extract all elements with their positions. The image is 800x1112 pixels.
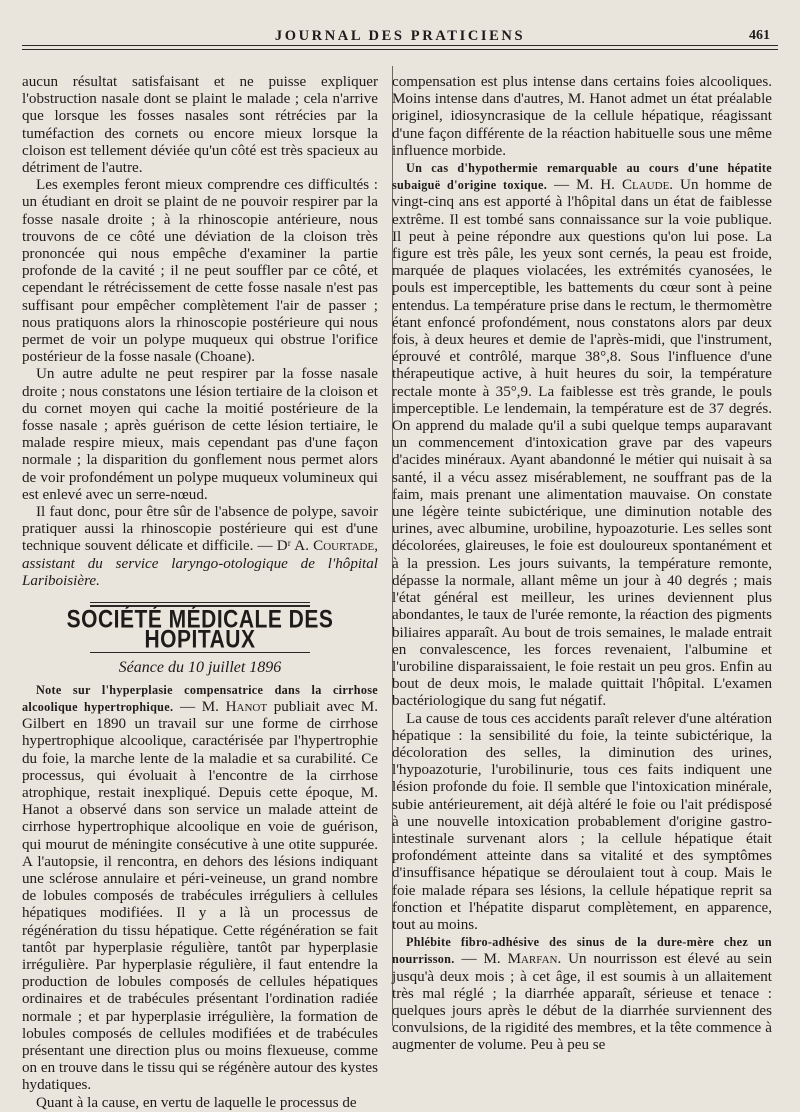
header-rule [22, 45, 778, 46]
communication-paragraph [22, 682, 378, 1095]
author-name: Claude. [621, 177, 674, 194]
paragraph-text: Un homme de vingt-cinq ans est apporté à l'hôpital dans un état de faiblesse extrême. Il est tombé sans connaissance sur la voie publique. Il peut à peine répondre aux questions qu'on lui pose. La figure est très pâle, les yeux sont cernés, la peau est froide, marquée de plaques violacées, les extrémités cyanosées, le pouls est imperceptible, les battements du cœur sont à peine entendus. La température prise dans le rectum, le thermomètre étant enfoncé profondément, nous constatons alors par deux fois, à deux heures et demie de l'après-midi, que l'instrument, éprouvé et contrôlé, marque 38°,8. Sous l'influence d'une thérapeutique active, à huit heures du soir, la température rectale monte à 35°,9. La faiblesse est très grande, le pouls imperceptible. Le lendemain, la température est de 37 degrés. On apprend du malade qu'il a subi quelque temps auparavant un commencement d'intoxication grave par des vapeurs d'acides minéraux. Ayant abandonné le métier qui nuisait à sa santé, il a vécu assez misérablement, ne souffrant pas de la faim, mais prenant une alimentation mauvaise. On constate une légère teinte subictérique, une diminution notable des urines, avec albumine, urobiline, hypoazoturie. Les selles sont décolorées, glaireuses, le foie est douloureux spontanément et à la pression. Les jours suivants, la température remonte, dépasse la normale, allant même un jour à 40 degrés ; mais l'état général est meilleur, les urines deviennent plus abondantes, le taux de l'urée remonte, la réaction des pigments biliaires apparaît. Au bout de trois semaines, le malade entrait en convalescence, les forces revenaient, l'albumine et l'urobiline disparaissaient, le foie restait un peu gros. Enfin au bout de deux mois, le malade quittait l'hôpital. L'examen bactériologique du sang fut négatif. [392, 177, 772, 710]
paragraph: aucun résultat satisfaisant et ne puisse expliquer l'obstruction nasale dont se plaint le malade ; cela n'arrive que lorsque les fosses nasales sont rétrécies par la tuméfaction des cornets ou encore mieux lorsque la cloison est tellement déviée qu'un côté est très spacieux au détriment de l'autre. [22, 74, 378, 177]
session-date: Séance du 10 juillet 1896 [118, 658, 282, 676]
paragraph-text: Il faut donc, pour être sûr de l'absence de polype, savoir pratiquer aussi la rhinoscopie postérieure qui est d'une technique souvent délicate et difficile. — Dʳ A. [22, 504, 378, 555]
author-name: Hanot [225, 698, 268, 715]
communication-title: Un cas d'hypothermie remarquable au cours d'une hépatite subaiguë d'origine toxique. [392, 161, 772, 193]
dash: — M. [173, 698, 226, 715]
society-title: SOCIÉTÉ MÉDICALE DES HOPITAUX [66, 606, 334, 654]
left-column [22, 74, 378, 1112]
paragraph: compensation est plus intense dans certains foies alcooliques. Moins intense dans d'autres, M. Hanot admet un état préalable originel, idiosyncrasique de la cellule hépatique, réagissant d'une façon différente de la réaction habituelle sous une même influence morbide. [392, 74, 772, 159]
communication-title: Note sur l'hyperplasie compensatrice dans la cirrhose alcoolique hypertrophique. [22, 682, 378, 714]
author-affiliation: assistant du service laryngo-otologique de l'hôpital Lariboisière. [22, 555, 378, 589]
page-number: 461 [749, 28, 770, 43]
right-column [392, 74, 772, 1055]
society-section-header [22, 602, 378, 652]
paragraph: La cause de tous ces accidents paraît relever d'une altération hépatique : la sensibilité du foie, la teinte subictérique, la décoloration des selles, la diminution des urines, l'hypoazoturie, l'urobilinurie, tous ces faits indiquent une lésion profonde du foie. Il semble que l'intoxication minérale, subie antérieurement, ait déjà altéré le foie ou l'ait prédisposé à une nouvelle intoxication probablement d'origine gastro-intestinale survenant alors ; la cellule hépatique était profondément atteinte dans sa vitalité et des symptômes d'insuffisance hépatique se déroulaient tout à coup. Mais le foie malade répara ses lésions, la cellule hépatique reprit sa fonction et l'hépatite disparut complètement, en apparence, tout au moins. [392, 710, 772, 933]
communication-title: Phlébite fibro-adhésive des sinus de la dure-mère chez un nourrisson. [392, 935, 772, 967]
page-header [22, 22, 778, 44]
dash: — M. [454, 951, 508, 968]
ornament-rule [90, 602, 310, 603]
running-title: JOURNAL DES PRATICIENS [274, 28, 526, 44]
dash: — M. H. [547, 177, 622, 194]
paragraph: Quant à la cause, en vertu de laquelle le processus de [36, 1094, 357, 1111]
header-rule-thin [22, 49, 778, 50]
paragraph [22, 504, 378, 590]
paragraph: Les exemples feront mieux comprendre ces difficultés : un étudiant en droit se plaint de ne pouvoir respirer par la fosse nasale droite ; à la rhinoscopie antérieure, nous trouvons de ce côté une déviation de la cloison très prononcée qui nous empêche d'examiner la partie profonde de la cavité ; il ne peut souffler par ce côté, et cependant le rétrécissement de cette fosse nasale n'est pas suffisant pour empêcher complètement l'air de passer ; nous pratiquons alors la rhinoscopie postérieure qui nous permet de voir un polype muqueux qui obstrue l'orifice postérieur de la fosse nasale (Choane). [22, 177, 378, 366]
author-name: Courtade, [313, 538, 378, 555]
paragraph-text: publiait avec M. Gilbert en 1890 un travail sur une forme de cirrhose hypertrophique alcoolique, caractérisée par l'hypertrophie du foie, la marche lente de la maladie et sa curabilité. Ce processus, qui évoluait à l'encontre de la cirrhose atrophique, restait inexpliqué. Depuis cette époque, M. Hanot a observé dans son service un malade atteint de cirrhose hypertrophique alcoolique en voie de guérison, qui mourut de méningite consécutive à une otite suppurée. A l'autopsie, il rencontra, en dehors des lésions indiquant une sclérose annulaire et péri-veineuse, un grand nombre de lobules composés de trabécules irréguliers à cellules hépatiques modifiées. Il y a là un processus de régénération du tissu hépatique. Cette régénération se fait tantôt par hyperplasie régulière, tantôt par hyperplasie irrégulière. Par hyperplasie régulière, il faut entendre la production de lobules composés de cellules hépatiques ordinaires et de trabécules présentant l'ordination radiée normale ; et par hyperplasie irrégulière, la formation de lobules composés de cellules modifiées et de trabécules présentant une direction plus ou moins flexueuse, comme on en trouve dans le tissu qui se régénère autour des kystes hydatiques. [22, 698, 379, 1094]
paragraph-text: Un nourrisson est élevé au sein jusqu'à deux mois ; à cet âge, il est soumis à un allaitement très mal réglé ; la diarrhée apparaît, sérieuse et tenace : quelques jours après le début de la diarrhée surviennent des convulsions, de la rigidité des membres, et la tête commence à augmenter de volume. Peu à peu se [392, 951, 772, 1054]
paragraph: Un autre adulte ne peut respirer par la fosse nasale droite ; nous constatons une lésion tertiaire de la cloison et du cornet moyen qui cache la moitié postérieure de la fosse nasale ; après guérison de cette lésion tertiaire, le malade respire mieux, mais cependant pas d'une façon normale ; la disparition du gonflement nous permet alors de voir profondément un polype muqueux volumineux qui est enlevé avec un serre-nœud. [22, 366, 378, 503]
author-name: Marfan. [507, 951, 562, 968]
communication-paragraph [392, 160, 772, 711]
communication-paragraph [392, 934, 772, 1054]
